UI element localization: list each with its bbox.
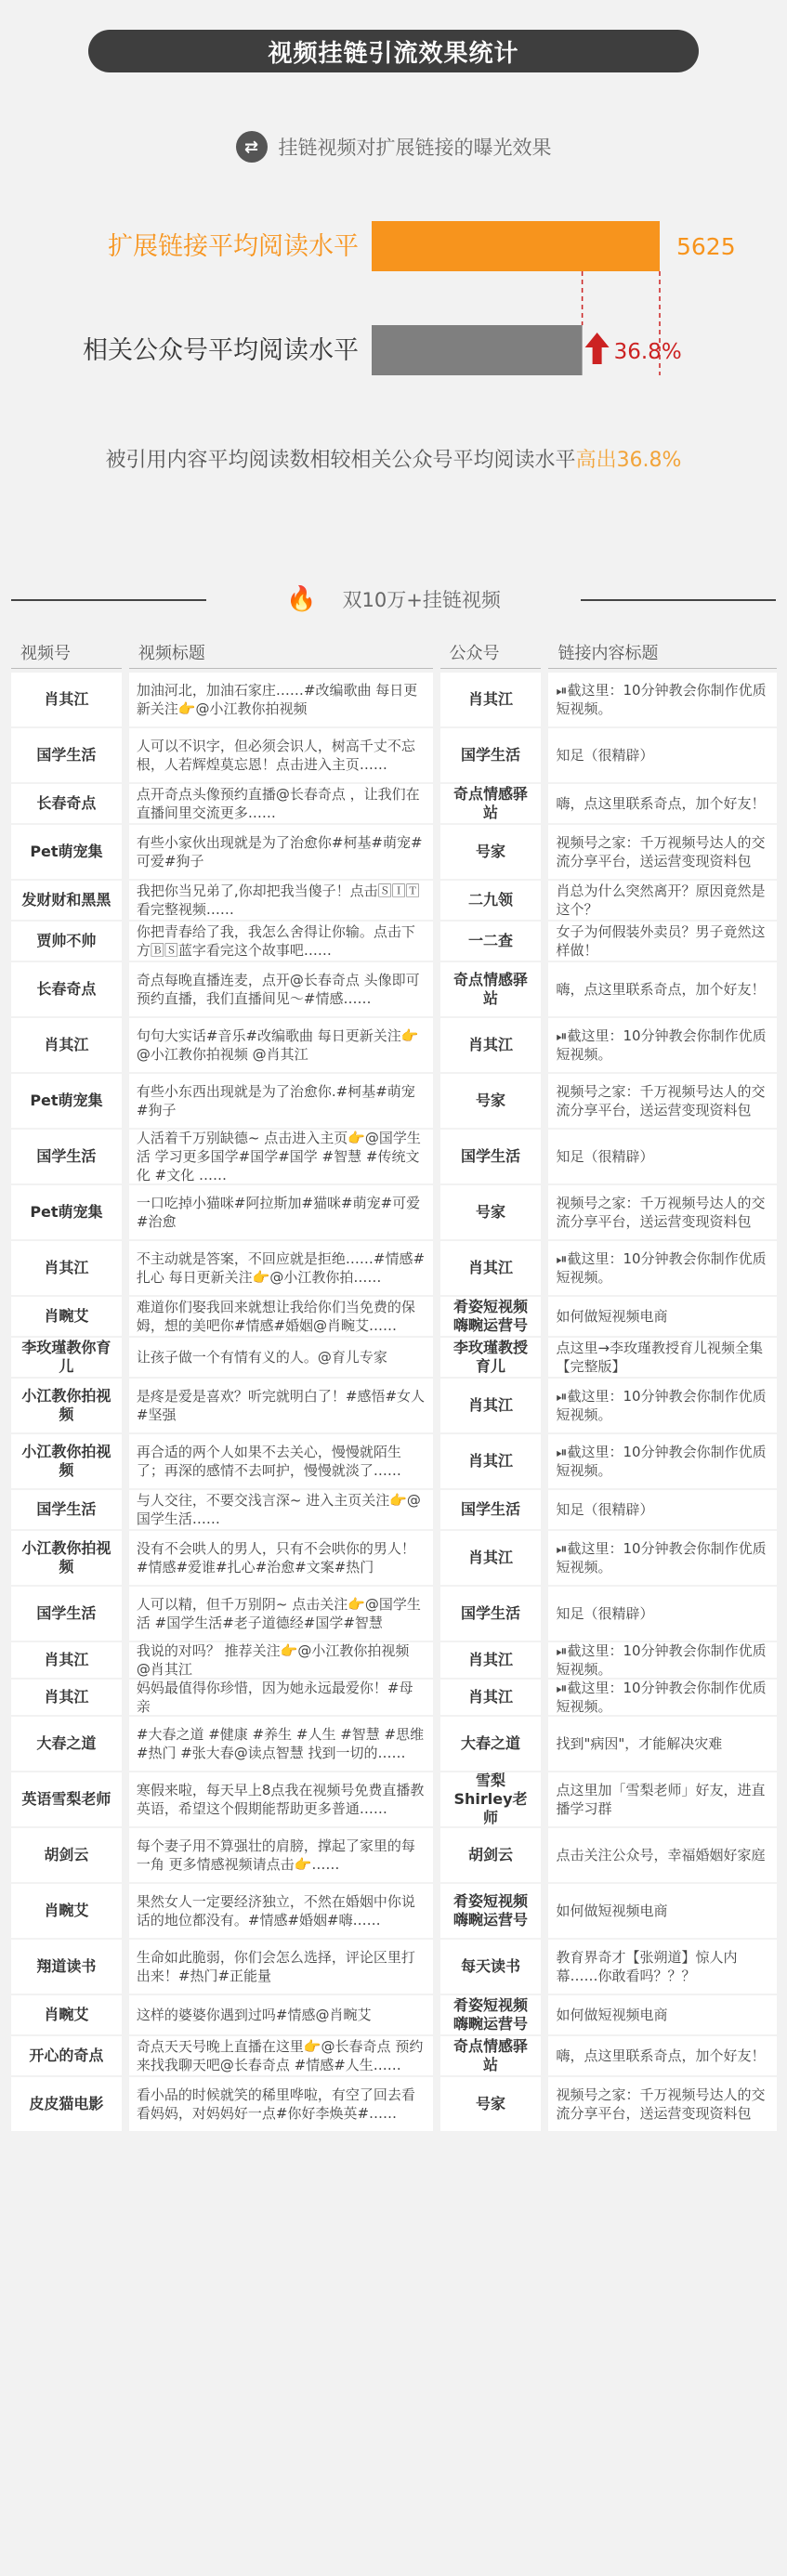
header-public-account: 公众号 <box>440 635 542 669</box>
cell-public-account: 号家 <box>440 2077 542 2133</box>
cell-link-title[interactable]: ⏯截这里：10分钟教会你制作优质短视频。 <box>548 673 777 728</box>
table-row <box>7 673 780 728</box>
cell-link-title[interactable]: 点这里→李玫瑾教授育儿视频全集【完整版】 <box>548 1338 777 1379</box>
cell-video-title: 是疼是爱是喜欢？听完就明白了！#感悟#女人#坚强 <box>129 1379 433 1434</box>
cell-public-account: 国学生活 <box>440 1587 542 1642</box>
cell-video-title: 你把青春给了我，我怎么舍得让你输。点击下方🄱🅂蓝字看完这个故事吧…… <box>129 922 433 962</box>
cell-link-title[interactable]: 如何做短视频电商 <box>548 1884 777 1940</box>
cell-account: 国学生活 <box>11 1490 122 1531</box>
cell-link-title[interactable]: ⏯截这里：10分钟教会你制作优质短视频。 <box>548 1241 777 1297</box>
cell-public-account: 肖其江 <box>440 1379 542 1434</box>
cell-public-account: 奇点情感驿站 <box>440 784 542 825</box>
table-row <box>7 1297 780 1338</box>
cell-video-title: 点开奇点头像预约直播@长春奇点 ，让我们在直播间里交流更多…… <box>129 784 433 825</box>
table-row <box>7 881 780 922</box>
summary-highlight: 高出36.8% <box>575 449 682 472</box>
table-row <box>7 1587 780 1642</box>
value-label: 5625 <box>676 233 736 260</box>
cell-video-title: 让孩子做一个有情有义的人。@育儿专家 <box>129 1338 433 1379</box>
bar-chart <box>0 186 787 390</box>
table-row <box>7 1338 780 1379</box>
cell-account: 肖其江 <box>11 1241 122 1297</box>
cell-link-title[interactable]: ⏯截这里：10分钟教会你制作优质短视频。 <box>548 1018 777 1074</box>
divider-right <box>581 599 776 601</box>
cell-public-account: 每天读书 <box>440 1940 542 1995</box>
summary-text <box>0 444 787 473</box>
cell-link-title[interactable]: 嗨，点这里联系奇点，加个好友！ <box>548 2036 777 2077</box>
cell-public-account: 二九领 <box>440 881 542 922</box>
table-header <box>7 632 780 673</box>
cell-public-account: 一二查 <box>440 922 542 962</box>
cell-public-account: 国学生活 <box>440 728 542 784</box>
cell-link-title[interactable]: 教育界奇才【张朔道】惊人内幕……你敢看吗？？？ <box>548 1940 777 1995</box>
cell-link-title[interactable]: ⏯截这里：10分钟教会你制作优质短视频。 <box>548 1642 777 1680</box>
cell-link-title[interactable]: 女子为何假装外卖员？男子竟然这样做！ <box>548 922 777 962</box>
table-row <box>7 784 780 825</box>
section-title-videos: 双10万+挂链视频 <box>342 589 501 611</box>
cell-public-account: 肖其江 <box>440 673 542 728</box>
cell-account: 皮皮猫电影 <box>11 2077 122 2133</box>
cell-public-account: 大春之道 <box>440 1717 542 1772</box>
table-row <box>7 922 780 962</box>
cell-video-title: 人可以精，但千万别阴~ 点击关注👉@国学生活 #国学生活#老子道德经#国学#智慧 <box>129 1587 433 1642</box>
cell-public-account: 肖其江 <box>440 1531 542 1587</box>
cell-public-account: 国学生活 <box>440 1490 542 1531</box>
cell-account: 长春奇点 <box>11 784 122 825</box>
cell-account: 肖其江 <box>11 673 122 728</box>
bar <box>372 221 660 271</box>
section-header-exposure <box>0 128 787 165</box>
cell-public-account: 肴姿短视频嗨畹运营号 <box>440 1297 542 1338</box>
cell-account: 开心的奇点 <box>11 2036 122 2077</box>
cell-account: 李玫瑾教你育儿 <box>11 1338 122 1379</box>
cell-video-title: 句句大实话#音乐#改编歌曲 每日更新关注👉@小江教你拍视频 @肖其江 <box>129 1018 433 1074</box>
cell-public-account: 奇点情感驿站 <box>440 962 542 1018</box>
divider-left <box>11 599 206 601</box>
cell-link-title[interactable]: ⏯截这里：10分钟教会你制作优质短视频。 <box>548 1434 777 1490</box>
cell-public-account: 肖其江 <box>440 1680 542 1717</box>
cell-link-title[interactable]: 找到"病因"，才能解决灾难 <box>548 1717 777 1772</box>
cell-link-title[interactable]: ⏯截这里：10分钟教会你制作优质短视频。 <box>548 1680 777 1717</box>
cell-video-title: 不主动就是答案，不回应就是拒绝……#情感#扎心 每日更新关注👉@小江教你拍…… <box>129 1241 433 1297</box>
cell-video-title: 人活着千万别缺德~ 点击进入主页👉@国学生活 学习更多国学#国学#国学 #智慧 #传统文化 #文化 …… <box>129 1130 433 1185</box>
cell-account: 小江教你拍视频 <box>11 1379 122 1434</box>
table-body <box>7 673 780 2133</box>
cell-video-title: 生命如此脆弱，你们会怎么选择，评论区里打出来！#热门#正能量 <box>129 1940 433 1995</box>
cell-link-title[interactable]: 知足（很精辟） <box>548 728 777 784</box>
cell-video-title: 难道你们娶我回来就想让我给你们当免费的保姆，想的美吧你#情感#婚姻@肖畹艾…… <box>129 1297 433 1338</box>
cell-account: 肖畹艾 <box>11 1297 122 1338</box>
cell-link-title[interactable]: ⏯截这里：10分钟教会你制作优质短视频。 <box>548 1531 777 1587</box>
cell-account: 肖畹艾 <box>11 1884 122 1940</box>
cell-account: 长春奇点 <box>11 962 122 1018</box>
cell-video-title: 人可以不识字，但必须会识人，树高千丈不忘根，人若辉煌莫忘恩！点击进入主页…… <box>129 728 433 784</box>
section-title-exposure: 挂链视频对扩展链接的曝光效果 <box>278 137 552 159</box>
cell-public-account: 国学生活 <box>440 1130 542 1185</box>
cell-public-account: 肖其江 <box>440 1241 542 1297</box>
cell-video-title: 我把你当兄弟了,你却把我当傻子！点击🅂🄸🅃看完整视频…… <box>129 881 433 922</box>
video-table <box>7 632 780 2133</box>
summary-main: 被引用内容平均阅读数相较相关公众号平均阅读水平 <box>105 449 576 472</box>
cell-account: 贾帅不帅 <box>11 922 122 962</box>
increase-arrow-icon <box>585 333 610 364</box>
cell-link-title[interactable]: ⏯截这里：10分钟教会你制作优质短视频。 <box>548 1379 777 1434</box>
cell-public-account: 奇点情感驿站 <box>440 2036 542 2077</box>
cell-link-title[interactable]: 视频号之家：千万视频号达人的交流分享平台，送运营变现资料包 <box>548 2077 777 2133</box>
cell-public-account: 号家 <box>440 1074 542 1130</box>
cell-account: 英语雪梨老师 <box>11 1772 122 1828</box>
cell-video-title: 加油河北，加油石家庄……#改编歌曲 每日更新关注👉@小江教你拍视频 <box>129 673 433 728</box>
cell-video-title: 与人交往，不要交浅言深~ 进入主页关注👉@国学生活…… <box>129 1490 433 1531</box>
table-row <box>7 1995 780 2036</box>
table-row <box>7 728 780 784</box>
cell-public-account: 雪梨Shirley老师 <box>440 1772 542 1828</box>
header-video-title: 视频标题 <box>129 635 433 669</box>
cell-public-account: 号家 <box>440 1185 542 1241</box>
table-row <box>7 1130 780 1185</box>
increase-label: 36.8% <box>613 340 682 364</box>
cell-public-account: 肴姿短视频嗨畹运营号 <box>440 1995 542 2036</box>
cell-public-account: 李玫瑾教授育儿 <box>440 1338 542 1379</box>
cell-account: 小江教你拍视频 <box>11 1434 122 1490</box>
cell-public-account: 肴姿短视频嗨畹运营号 <box>440 1884 542 1940</box>
cell-link-title[interactable]: 知足（很精辟） <box>548 1490 777 1531</box>
cell-video-title: 奇点天天号晚上直播在这里👉@长春奇点 预约来找我聊天吧@长春奇点 #情感#人生…… <box>129 2036 433 2077</box>
table-row <box>7 1379 780 1434</box>
category-label: 扩展链接平均阅读水平 <box>108 232 359 261</box>
cell-public-account: 肖其江 <box>440 1434 542 1490</box>
cell-link-title[interactable]: 嗨，点这里联系奇点，加个好友！ <box>548 962 777 1018</box>
cell-account: 肖其江 <box>11 1680 122 1717</box>
cell-video-title: 一口吃掉小猫咪#阿拉斯加#猫咪#萌宠#可爱#治愈 <box>129 1185 433 1241</box>
cell-account: Pet萌宠集 <box>11 825 122 881</box>
cell-public-account: 肖其江 <box>440 1018 542 1074</box>
cell-video-title: 我说的对吗？ 推荐关注👉@小江教你拍视频 @肖其江 <box>129 1642 433 1680</box>
table-row <box>7 1074 780 1130</box>
cell-video-title: 妈妈最值得你珍惜，因为她永远最爱你！#母亲 <box>129 1680 433 1717</box>
table-row <box>7 1772 780 1828</box>
table-row <box>7 1680 780 1717</box>
cell-video-title: 没有不会哄人的男人，只有不会哄你的男人！#情感#爱谁#扎心#治愈#文案#热门 <box>129 1531 433 1587</box>
table-row <box>7 1940 780 1995</box>
cell-account: 国学生活 <box>11 728 122 784</box>
cell-video-title: 每个妻子用不算强壮的肩膀，撑起了家里的每一角 更多情感视频请点击👉…… <box>129 1828 433 1884</box>
bar <box>372 325 583 375</box>
page-title <box>88 30 699 72</box>
cell-link-title[interactable]: 点这里加「雪梨老师」好友，进直播学习群 <box>548 1772 777 1828</box>
cell-video-title: 寒假来啦，每天早上8点我在视频号免费直播教英语，希望这个假期能帮助更多普通…… <box>129 1772 433 1828</box>
section-header-videos <box>0 581 787 618</box>
fire-icon: 🔥 <box>286 585 317 613</box>
cell-video-title: 奇点每晚直播连麦，点开@长春奇点 头像即可预约直播，我们直播间见～#情感…… <box>129 962 433 1018</box>
cell-account: 肖其江 <box>11 1018 122 1074</box>
table-row <box>7 1531 780 1587</box>
cell-video-title: #大春之道 #健康 #养生 #人生 #智慧 #思维 #热门 #张大春@读点智慧 找到一切的…… <box>129 1717 433 1772</box>
cell-link-title[interactable]: 点击关注公众号，幸福婚姻好家庭 <box>548 1828 777 1884</box>
cell-video-title: 再合适的两个人如果不去关心，慢慢就陌生了；再深的感情不去呵护，慢慢就淡了…… <box>129 1434 433 1490</box>
cell-link-title[interactable]: 知足（很精辟） <box>548 1130 777 1185</box>
swap-icon: ⇄ <box>236 131 268 163</box>
cell-account: 肖畹艾 <box>11 1995 122 2036</box>
header-link-title: 链接内容标题 <box>548 635 777 669</box>
cell-link-title[interactable]: 视频号之家：千万视频号达人的交流分享平台，送运营变现资料包 <box>548 1185 777 1241</box>
cell-account: Pet萌宠集 <box>11 1185 122 1241</box>
category-label: 相关公众号平均阅读水平 <box>83 336 359 365</box>
table-row <box>7 1884 780 1940</box>
cell-link-title[interactable]: 视频号之家：千万视频号达人的交流分享平台，送运营变现资料包 <box>548 1074 777 1130</box>
cell-link-title[interactable]: 嗨，点这里联系奇点，加个好友！ <box>548 784 777 825</box>
cell-account: Pet萌宠集 <box>11 1074 122 1130</box>
cell-public-account: 号家 <box>440 825 542 881</box>
table-row <box>7 1642 780 1680</box>
table-row <box>7 825 780 881</box>
cell-account: 大春之道 <box>11 1717 122 1772</box>
cell-link-title[interactable]: 知足（很精辟） <box>548 1587 777 1642</box>
page-title-text: 视频挂链引流效果统计 <box>268 39 519 68</box>
cell-link-title[interactable]: 肖总为什么突然离开？原因竟然是这个？ <box>548 881 777 922</box>
table-row <box>7 1185 780 1241</box>
table-row <box>7 1717 780 1772</box>
cell-account: 发财财和黑黑 <box>11 881 122 922</box>
cell-account: 肖其江 <box>11 1642 122 1680</box>
table-row <box>7 1828 780 1884</box>
cell-video-title: 有些小东西出现就是为了治愈你.#柯基#萌宠#狗子 <box>129 1074 433 1130</box>
cell-video-title: 这样的婆婆你遇到过吗#情感@肖畹艾 <box>129 1995 433 2036</box>
cell-public-account: 肖其江 <box>440 1642 542 1680</box>
cell-account: 翔道读书 <box>11 1940 122 1995</box>
cell-video-title: 果然女人一定要经济独立，不然在婚姻中你说话的地位都没有。#情感#婚姻#嗨…… <box>129 1884 433 1940</box>
cell-video-title: 看小品的时候就笑的稀里哗啦，有空了回去看看妈妈，对妈妈好一点#你好李焕英#…… <box>129 2077 433 2133</box>
table-row <box>7 2077 780 2133</box>
cell-account: 国学生活 <box>11 1587 122 1642</box>
cell-account: 国学生活 <box>11 1130 122 1185</box>
table-row <box>7 962 780 1018</box>
cell-link-title[interactable]: 视频号之家：千万视频号达人的交流分享平台，送运营变现资料包 <box>548 825 777 881</box>
header-account: 视频号 <box>11 635 122 669</box>
table-row <box>7 1241 780 1297</box>
cell-public-account: 胡剑云 <box>440 1828 542 1884</box>
cell-account: 胡剑云 <box>11 1828 122 1884</box>
table-row <box>7 1490 780 1531</box>
cell-account: 小江教你拍视频 <box>11 1531 122 1587</box>
cell-video-title: 有些小家伙出现就是为了治愈你#柯基#萌宠#可爱#狗子 <box>129 825 433 881</box>
table-row <box>7 2036 780 2077</box>
cell-link-title[interactable]: 如何做短视频电商 <box>548 1995 777 2036</box>
table-row <box>7 1018 780 1074</box>
cell-link-title[interactable]: 如何做短视频电商 <box>548 1297 777 1338</box>
table-row <box>7 1434 780 1490</box>
